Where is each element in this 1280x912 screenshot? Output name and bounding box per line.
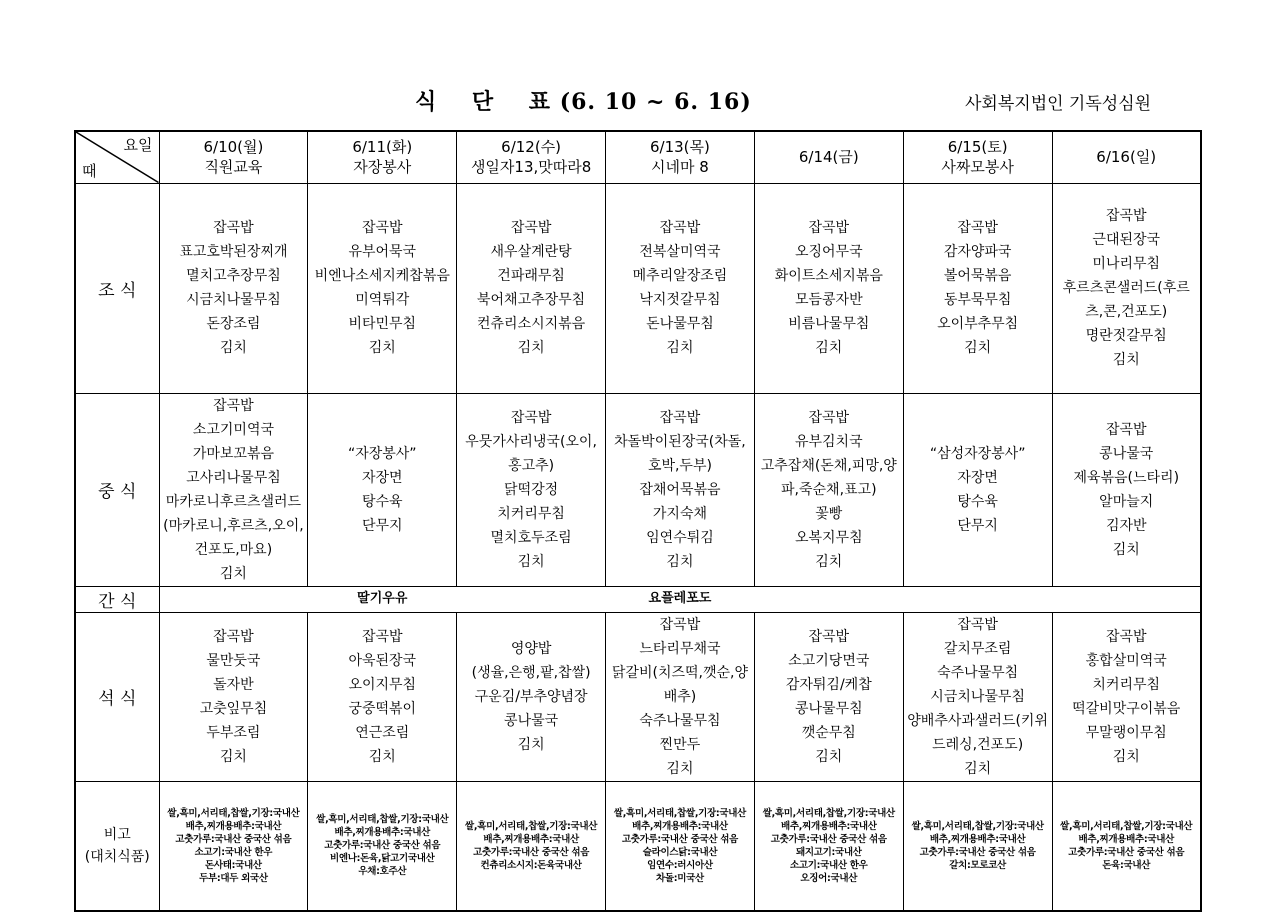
- snack-cell: [1052, 586, 1201, 612]
- day-header: [457, 131, 606, 183]
- lunch-cell: “자장봉사” 자장면 탕수육 단무지: [308, 393, 457, 586]
- header-row: [75, 131, 1201, 183]
- lunch-cell: 잡곡밥 소고기미역국 가마보꼬볶음 고사리나물무침 마카로니후르츠샐러드(마카로니,후르츠,오이,건포도,마요) 김치: [159, 393, 308, 586]
- lunch-cell: 잡곡밥 유부김치국 고추잡채(돈채,피망,양파,죽순채,표고) 꽃빵 오복지무침 김치: [754, 393, 903, 586]
- day-date: 6/10(월): [203, 138, 264, 157]
- day-date: 6/12(수): [501, 138, 562, 157]
- dinner-cell: 잡곡밥 소고기당면국 감자튀김/케찹 콩나물무침 깻순무침 김치: [754, 612, 903, 781]
- day-header: [606, 131, 755, 183]
- day-event: 생일자13,맛따라8: [470, 158, 592, 177]
- day-date: 6/13(목): [650, 138, 710, 157]
- breakfast-cell: 잡곡밥 새우살계란탕 건파래무침 북어채고추장무침 컨츄리소시지볶음 김치: [457, 183, 606, 393]
- day-date: 6/15(토): [947, 138, 1008, 157]
- row-label-notes: 비고 (대치식품): [75, 781, 159, 911]
- snack-cell: 딸기우유: [308, 586, 457, 612]
- snack-cell: [457, 586, 606, 612]
- lunch-cell: “삼성자장봉사” 자장면 탕수육 단무지: [903, 393, 1052, 586]
- dinner-cell: 잡곡밥 느타리무채국 닭갈비(치즈떡,깻순,양배추) 숙주나물무침 찐만두 김치: [606, 612, 755, 781]
- day-date: 6/14(금): [798, 148, 859, 167]
- row-label-dinner: 석 식: [75, 612, 159, 781]
- corner-time-label: 때: [82, 161, 97, 180]
- lunch-cell: 잡곡밥 콩나물국 제육볶음(느타리) 알마늘지 김자반 김치: [1052, 393, 1201, 586]
- lunch-cell: 잡곡밥 차돌박이된장국(차돌,호박,두부) 잡채어묵볶음 가지숙채 임연수튀김 김치: [606, 393, 755, 586]
- day-header: [754, 131, 903, 183]
- breakfast-cell: 잡곡밥 유부어묵국 비엔나소세지케찹볶음 미역튀각 비타민무침 김치: [308, 183, 457, 393]
- snack-cell: 요플레포도: [606, 586, 755, 612]
- dinner-cell: 잡곡밥 아욱된장국 오이지무침 궁중떡볶이 연근조림 김치: [308, 612, 457, 781]
- day-date: 6/11(화): [352, 138, 413, 157]
- breakfast-cell: 잡곡밥 감자양파국 볼어묵볶음 동부묵무침 오이부추무침 김치: [903, 183, 1052, 393]
- day-header: [1052, 131, 1201, 183]
- breakfast-cell: 잡곡밥 근대된장국 미나리무침 후르츠콘샐러드(후르츠,콘,건포도) 명란젓갈무침 김치: [1052, 183, 1201, 393]
- page-title: 식 단 표 (6. 10 ~ 6. 16): [415, 89, 752, 115]
- snack-row: [75, 586, 1201, 612]
- snack-cell: [159, 586, 308, 612]
- row-label-snack: 간 식: [75, 586, 159, 612]
- origin-note-cell: 쌀,흑미,서리태,찹쌀,기장:국내산 배추,찌개용배추:국내산 고춧가루:국내산 중국산 섞음 슬라이스닭:국내산 임연수:러시아산 차돌:미국산: [606, 781, 755, 911]
- day-event: 직원교육: [204, 158, 263, 177]
- dinner-row: [75, 612, 1201, 781]
- origin-note-cell: 쌀,흑미,서리태,찹쌀,기장:국내산 배추,찌개용배추:국내산 고춧가루:국내산 중국산 섞음 소고기:국내산 한우 돈사태:국내산 두부:대두 외국산: [159, 781, 308, 911]
- breakfast-cell: 잡곡밥 오징어무국 화이트소세지볶음 모듬콩자반 비름나물무침 김치: [754, 183, 903, 393]
- day-event: 사짜모봉사: [941, 158, 1014, 177]
- day-header: [308, 131, 457, 183]
- row-label-lunch: 중 식: [75, 393, 159, 586]
- organization-name: 사회복지법인 기독성심원: [965, 94, 1152, 114]
- lunch-cell: 잡곡밥 우뭇가사리냉국(오이,홍고추) 닭떡강정 치커리무침 멸치호두조림 김치: [457, 393, 606, 586]
- breakfast-cell: 잡곡밥 표고호박된장찌개 멸치고추장무침 시금치나물무침 돈장조림 김치: [159, 183, 308, 393]
- dinner-cell: 잡곡밥 물만둣국 돌자반 고춧잎무침 두부조림 김치: [159, 612, 308, 781]
- day-event: 시네마 8: [651, 158, 709, 177]
- day-header: [903, 131, 1052, 183]
- row-label-breakfast: 조 식: [75, 183, 159, 393]
- dinner-cell: 잡곡밥 홍합살미역국 치커리무침 떡갈비맛구이볶음 무말랭이무침 김치: [1052, 612, 1201, 781]
- day-event: 자장봉사: [353, 158, 412, 177]
- origin-note-cell: 쌀,흑미,서리태,찹쌀,기장:국내산 배추,찌개용배추:국내산 고춧가루:국내산 중국산 섞음 갈치:모로코산: [903, 781, 1052, 911]
- corner-day-label: 요일: [123, 136, 153, 154]
- origin-note-cell: 쌀,흑미,서리태,찹쌀,기장:국내산 배추,찌개용배추:국내산 고춧가루:국내산 중국산 섞음 돈육:국내산: [1052, 781, 1201, 911]
- menu-table: [74, 130, 1202, 912]
- day-date: 6/16(일): [1096, 148, 1157, 167]
- corner-cell: [75, 131, 159, 183]
- dinner-cell: 잡곡밥 갈치무조림 숙주나물무침 시금치나물무침 양배추사과샐러드(키위드레싱,건포도) 김치: [903, 612, 1052, 781]
- notes-row: [75, 781, 1201, 911]
- origin-note-cell: 쌀,흑미,서리태,찹쌀,기장:국내산 배추,찌개용배추:국내산 고춧가루:국내산 중국산 섞음 비엔나:돈육,닭고기국내산 우채:호주산: [308, 781, 457, 911]
- lunch-row: [75, 393, 1201, 586]
- origin-note-cell: 쌀,흑미,서리태,찹쌀,기장:국내산 배추,찌개용배추:국내산 고춧가루:국내산 중국산 섞음 돼지고기:국내산 소고기:국내산 한우 오징어:국내산: [754, 781, 903, 911]
- origin-note-cell: 쌀,흑미,서리태,찹쌀,기장:국내산 배추,찌개용배추:국내산 고춧가루:국내산 중국산 섞음 컨츄리소시지:돈육국내산: [457, 781, 606, 911]
- dinner-cell: 영양밥 (생율,은행,팥,찹쌀) 구운김/부추양념장 콩나물국 김치: [457, 612, 606, 781]
- snack-cell: [754, 586, 903, 612]
- snack-cell: [903, 586, 1052, 612]
- breakfast-row: [75, 183, 1201, 393]
- breakfast-cell: 잡곡밥 전복살미역국 메추리알장조림 낙지젓갈무침 돈나물무침 김치: [606, 183, 755, 393]
- day-header: [159, 131, 308, 183]
